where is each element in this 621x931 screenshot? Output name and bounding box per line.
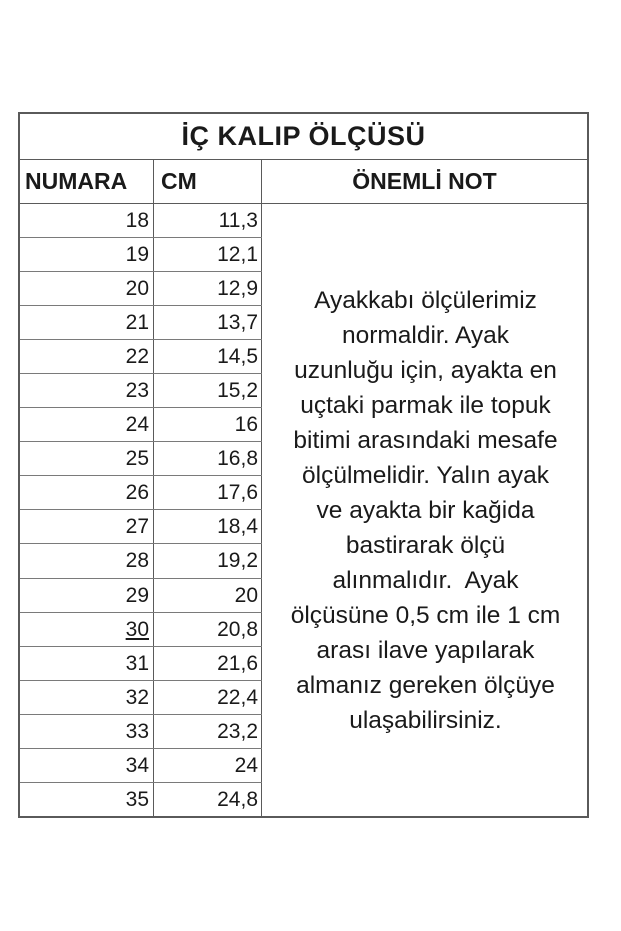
size-cm: 14,5 — [154, 340, 262, 373]
note-line: bitimi arasındaki mesafe — [293, 426, 558, 454]
size-cm: 15,2 — [154, 374, 262, 407]
size-number: 20 — [20, 272, 154, 305]
note-line: ölçüsüne 0,5 cm ile 1 cm — [290, 601, 561, 629]
size-number: 18 — [20, 204, 154, 237]
table-row — [20, 408, 262, 442]
size-cm: 16 — [154, 408, 262, 441]
note-line: arası ilave yapılarak — [316, 636, 535, 664]
size-number: 35 — [20, 783, 154, 817]
note-line: bastirarak ölçü — [345, 531, 506, 559]
size-number: 28 — [20, 544, 154, 577]
note-line: uçtaki parmak ile topuk — [300, 391, 551, 419]
note-line: normaldir. Ayak — [341, 321, 510, 349]
table-row — [20, 783, 262, 817]
important-note — [264, 204, 587, 816]
size-cm: 24 — [154, 749, 262, 782]
size-cm: 19,2 — [154, 544, 262, 577]
table-row — [20, 238, 262, 272]
note-line: alınmalıdır. Ayak — [332, 566, 519, 594]
table-row — [20, 749, 262, 783]
table-row — [20, 204, 262, 238]
note-line: ölçülmelidir. Yalın ayak — [302, 461, 549, 489]
note-line: ulaşabilirsiniz. — [349, 706, 502, 734]
table-row — [20, 476, 262, 510]
header-numara: NUMARA — [20, 160, 154, 204]
table-row — [20, 306, 262, 340]
header-note: ÖNEMLİ NOT — [262, 160, 587, 204]
size-number: 27 — [20, 510, 154, 543]
note-line: almanız gereken ölçüye — [296, 671, 555, 699]
table-row — [20, 715, 262, 749]
size-cm: 16,8 — [154, 442, 262, 475]
size-cm: 21,6 — [154, 647, 262, 680]
table-row — [20, 647, 262, 681]
size-number: 33 — [20, 715, 154, 748]
table-row — [20, 544, 262, 578]
header-cm: CM — [154, 160, 262, 204]
table-row — [20, 681, 262, 715]
size-cm: 17,6 — [154, 476, 262, 509]
size-number: 34 — [20, 749, 154, 782]
note-line: Ayakkabı ölçülerimiz — [314, 286, 537, 314]
size-cm: 12,9 — [154, 272, 262, 305]
note-line: ve ayakta bir kağida — [316, 496, 535, 524]
size-rows — [20, 204, 262, 817]
size-number: 19 — [20, 238, 154, 271]
size-number: 29 — [20, 579, 154, 612]
size-number: 25 — [20, 442, 154, 475]
note-line: uzunluğu için, ayakta en — [294, 356, 557, 384]
size-chart-table — [18, 112, 589, 818]
size-number: 22 — [20, 340, 154, 373]
table-row — [20, 510, 262, 544]
size-number: 31 — [20, 647, 154, 680]
size-number: 24 — [20, 408, 154, 441]
table-row — [20, 374, 262, 408]
size-cm: 22,4 — [154, 681, 262, 714]
table-row — [20, 579, 262, 613]
size-number: 30 — [20, 613, 154, 646]
table-row — [20, 613, 262, 647]
size-cm: 18,4 — [154, 510, 262, 543]
size-cm: 12,1 — [154, 238, 262, 271]
table-row — [20, 340, 262, 374]
size-cm: 20 — [154, 579, 262, 612]
size-cm: 20,8 — [154, 613, 262, 646]
table-row — [20, 272, 262, 306]
size-number: 21 — [20, 306, 154, 339]
table-title: İÇ KALIP ÖLÇÜSÜ — [20, 114, 587, 160]
note-text — [291, 283, 561, 738]
size-cm: 24,8 — [154, 783, 262, 817]
size-cm: 13,7 — [154, 306, 262, 339]
size-number: 26 — [20, 476, 154, 509]
size-cm: 11,3 — [154, 204, 262, 237]
size-cm: 23,2 — [154, 715, 262, 748]
table-row — [20, 442, 262, 476]
size-number: 32 — [20, 681, 154, 714]
size-number: 23 — [20, 374, 154, 407]
